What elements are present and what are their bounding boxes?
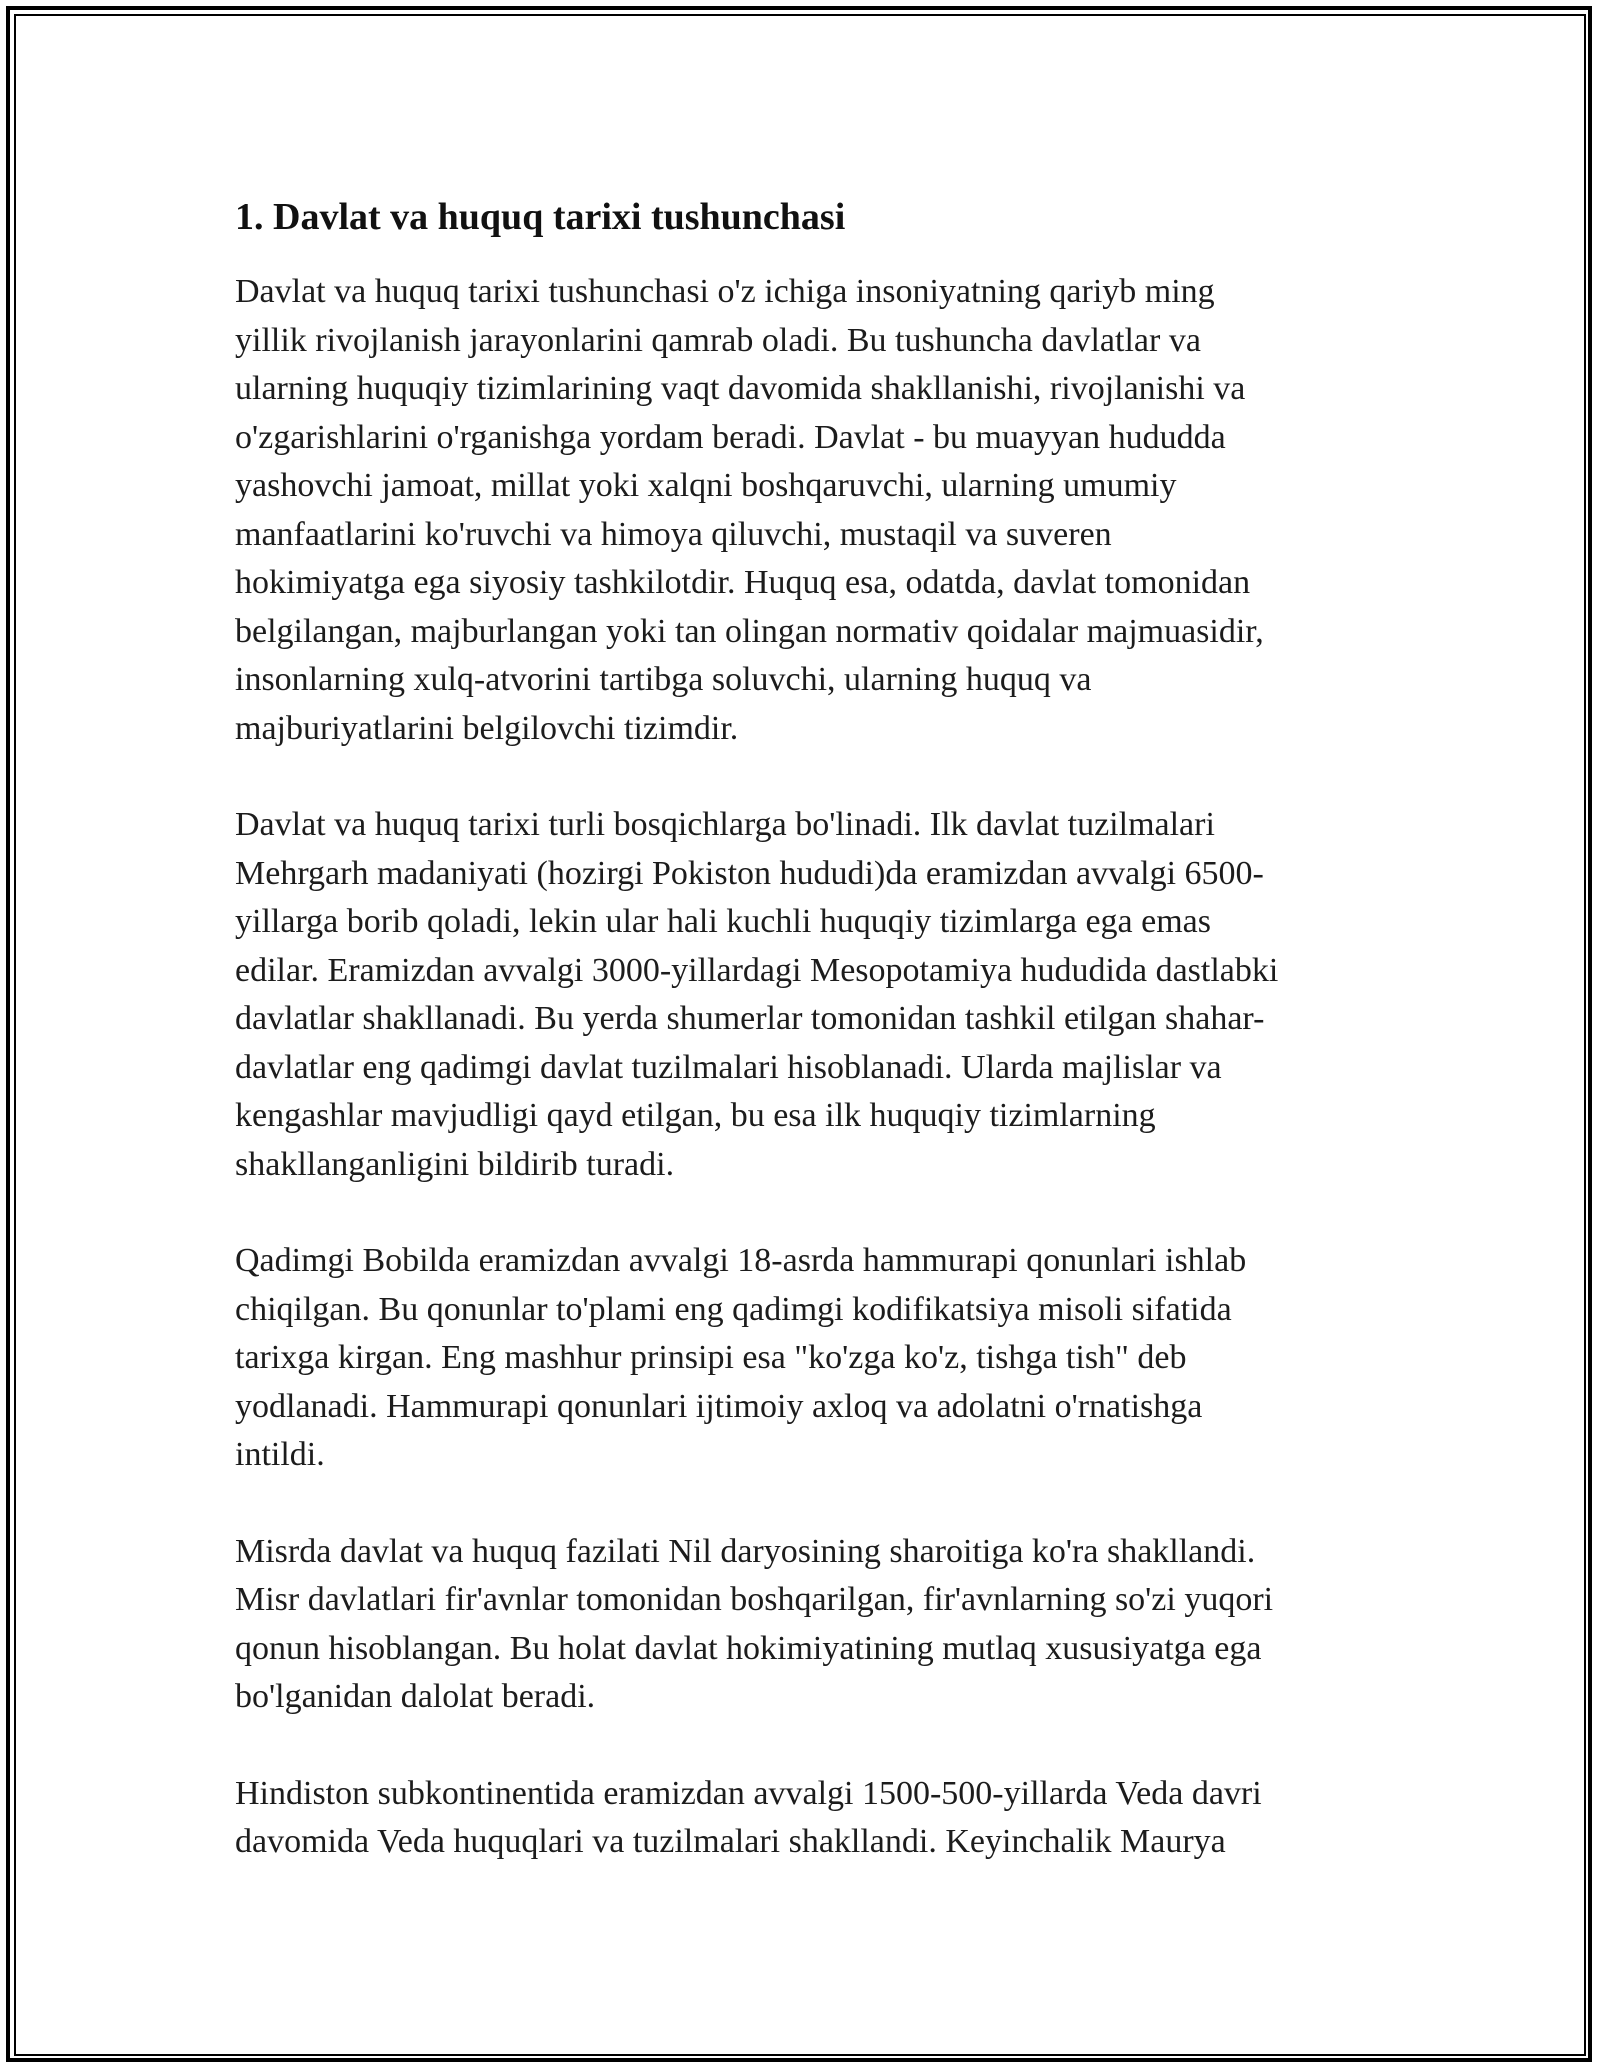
- body-paragraph: [235, 1528, 1385, 1722]
- body-paragraph: [235, 1770, 1385, 1867]
- paragraph-line: Hindiston subkontinentida eramizdan avvalgi 1500-500-yillarda Veda davri: [235, 1774, 1262, 1812]
- paragraph-line: Misr davlatlari fir'avnlar tomonidan boshqarilgan, fir'avnlarning so'zi yuqori: [235, 1581, 1274, 1618]
- paragraph-line: davlatlar eng qadimgi davlat tuzilmalari hisoblanadi. Ularda majlislar va: [235, 1048, 1222, 1086]
- paragraph-line: shakllanganligini bildirib turadi.: [235, 1145, 675, 1183]
- body-paragraph: [235, 801, 1385, 1189]
- paragraph-line: Davlat va huquq tarixi tushunchasi o'z ichiga insoniyatning qariyb ming: [235, 273, 1215, 310]
- paragraph-line: yodlanadi. Hammurapi qonunlari ijtimoiy axloq va adolatni o'rnatishga: [235, 1387, 1203, 1425]
- body-paragraph: [235, 268, 1385, 753]
- paragraph-line: bo'lganidan dalolat beradi.: [235, 1678, 596, 1715]
- paragraph-line: belgilangan, majburlangan yoki tan olingan normativ qoidalar majmuasidir,: [235, 612, 1264, 650]
- body-paragraph: [235, 1237, 1385, 1480]
- paragraph-line: qonun hisoblangan. Bu holat davlat hokimiyatining mutlaq xususiyatga ega: [235, 1629, 1262, 1667]
- paragraph-line: manfaatlarini ko'ruvchi va himoya qiluvchi, mustaqil va suveren: [235, 515, 1112, 553]
- paragraph-list: [235, 268, 1385, 1867]
- document-body: [235, 190, 1385, 1867]
- paragraph-line: intildi.: [235, 1436, 325, 1473]
- paragraph-line: davlatlar shakllanadi. Bu yerda shumerlar tomonidan tashkil etilgan shahar-: [235, 1000, 1265, 1037]
- paragraph-line: majburiyatlarini belgilovchi tizimdir.: [235, 709, 739, 747]
- paragraph-line: insonlarning xulq-atvorini tartibga soluvchi, ularning huquq va: [235, 661, 1092, 698]
- paragraph-line: Misrda davlat va huquq fazilati Nil daryosining sharoitiga ko'ra shakllandi.: [235, 1532, 1256, 1570]
- paragraph-line: Mehrgarh madaniyati (hozirgi Pokiston hududi)da eramizdan avvalgi 6500-: [235, 854, 1264, 892]
- paragraph-line: yillik rivojlanish jarayonlarini qamrab oladi. Bu tushuncha davlatlar va: [235, 321, 1201, 359]
- paragraph-line: ularning huquqiy tizimlarining vaqt davomida shakllanishi, rivojlanishi va: [235, 370, 1246, 407]
- paragraph-line: yillarga borib qoladi, lekin ular hali kuchli huquqiy tizimlarga ega emas: [235, 903, 1211, 940]
- section-heading: 1. Davlat va huquq tarixi tushunchasi: [235, 196, 846, 238]
- paragraph-line: Davlat va huquq tarixi turli bosqichlarga bo'linadi. Ilk davlat tuzilmalari: [235, 806, 1215, 843]
- paragraph-line: yashovchi jamoat, millat yoki xalqni boshqaruvchi, ularning umumiy: [235, 467, 1177, 504]
- paragraph-line: tarixga kirgan. Eng mashhur prinsipi esa "ko'zga ko'z, tishga tish" deb: [235, 1339, 1187, 1376]
- paragraph-line: o'zgarishlarini o'rganishga yordam beradi. Davlat - bu muayyan hududda: [235, 418, 1226, 456]
- paragraph-line: chiqilgan. Bu qonunlar to'plami eng qadimgi kodifikatsiya misoli sifatida: [235, 1290, 1232, 1328]
- paragraph-line: edilar. Eramizdan avvalgi 3000-yillardagi Mesopotamiya hududida dastlabki: [235, 951, 1279, 989]
- paragraph-line: kengashlar mavjudligi qayd etilgan, bu esa ilk huquqiy tizimlarning: [235, 1097, 1156, 1134]
- paragraph-line: Qadimgi Bobilda eramizdan avvalgi 18-asrda hammurapi qonunlari ishlab: [235, 1242, 1247, 1279]
- paragraph-line: hokimiyatga ega siyosiy tashkilotdir. Huquq esa, odatda, davlat tomonidan: [235, 564, 1251, 601]
- paragraph-line: davomida Veda huquqlari va tuzilmalari shakllandi. Keyinchalik Maurya: [235, 1823, 1226, 1860]
